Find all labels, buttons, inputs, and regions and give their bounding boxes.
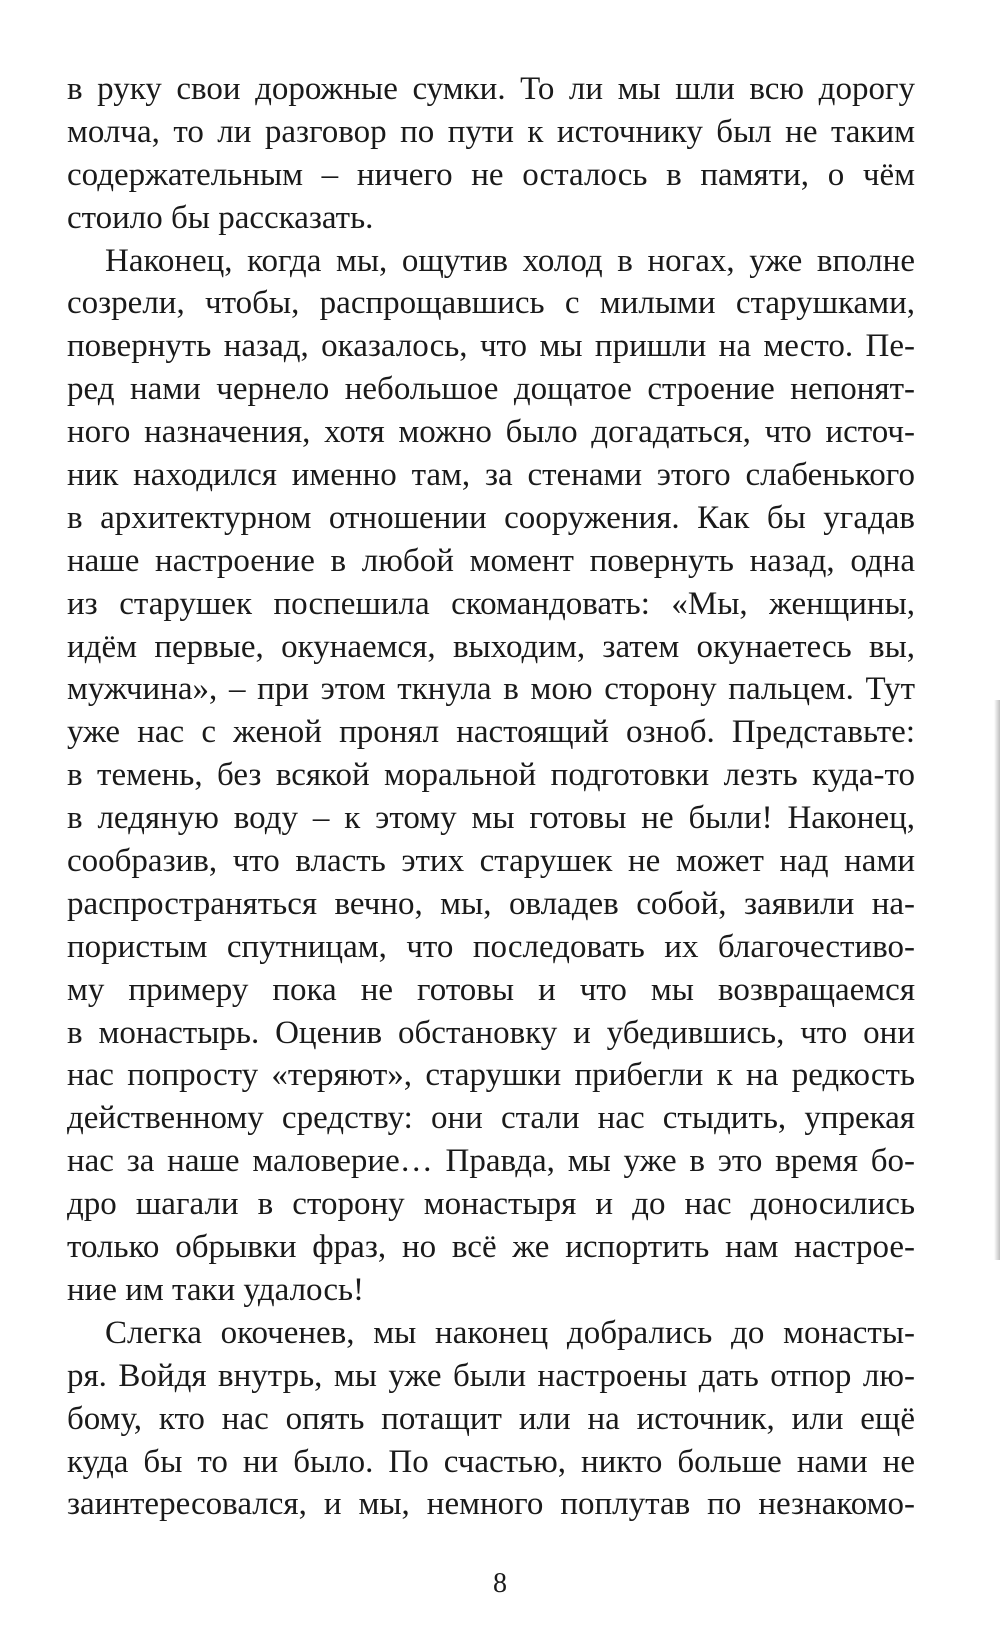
- text-line: распространяться вечно, мы, овладев собой, заявили на-: [67, 885, 915, 922]
- text-line: уже нас с женой пронял настоящий озноб. Представьте:: [67, 714, 915, 751]
- text-line: нас попросту «теряют», старушки прибегли к на редкость: [67, 1057, 915, 1094]
- text-line: в темень, без всякой моральной подготовки лезть куда-то: [67, 757, 915, 794]
- text-line: ря. Войдя внутрь, мы уже были настроены дать отпор лю-: [67, 1357, 915, 1394]
- text-line: содержательным – ничего не осталось в памяти, о чём: [67, 156, 915, 193]
- text-line: повернуть назад, оказалось, что мы пришли на место. Пе-: [67, 328, 915, 365]
- text-line: нас за наше маловерие… Правда, мы уже в это время бо-: [67, 1143, 915, 1180]
- page-edge-shadow: [994, 700, 1000, 1260]
- text-line: куда бы то ни было. По счастью, никто больше нами не: [67, 1443, 915, 1480]
- paragraph: [67, 1312, 915, 1526]
- text-line: бому, кто нас опять потащит или на источник, или ещё: [67, 1400, 915, 1437]
- text-line: идём первые, окунаемся, выходим, затем окунаетесь вы,: [67, 628, 915, 665]
- text-line: ние им таки удалось!: [67, 1271, 365, 1308]
- text-line: пористым спутницам, что последовать их благочестиво-: [67, 928, 915, 965]
- text-line: Наконец, когда мы, ощутив холод в ногах, уже вполне: [105, 242, 915, 279]
- text-line: только обрывки фраз, но всё же испортить нам настрое-: [67, 1229, 915, 1266]
- text-line: мужчина», – при этом ткнула в мою сторону пальцем. Тут: [67, 671, 915, 708]
- body-text: [67, 68, 915, 1526]
- paragraph: [67, 240, 915, 1312]
- text-line: в руку свои дорожные сумки. То ли мы шли всю дорогу: [67, 71, 915, 107]
- text-line: дро шагали в сторону монастыря и до нас доносились: [67, 1186, 915, 1223]
- text-line: ред нами чернело небольшое дощатое строение непонят-: [67, 371, 915, 408]
- text-line: стоило бы рассказать.: [67, 199, 374, 236]
- text-line: му примеру пока не готовы и что мы возвращаемся: [67, 971, 915, 1008]
- paragraph: [67, 68, 915, 240]
- text-line: в архитектурном отношении сооружения. Как бы угадав: [67, 499, 915, 536]
- text-line: молча, то ли разговор по пути к источнику был не таким: [67, 113, 915, 150]
- page-number: 8: [493, 1568, 507, 1599]
- text-line: сообразив, что власть этих старушек не может над нами: [67, 843, 915, 880]
- text-line: действенному средству: они стали нас стыдить, упрекая: [67, 1100, 915, 1137]
- text-line: наше настроение в любой момент повернуть назад, одна: [67, 542, 915, 579]
- text-line: ного назначения, хотя можно было догадаться, что источ-: [67, 414, 915, 451]
- text-line: в ледяную воду – к этому мы готовы не были! Наконец,: [67, 800, 915, 837]
- text-line: в монастырь. Оценив обстановку и убедившись, что они: [67, 1014, 915, 1051]
- text-line: созрели, чтобы, распрощавшись с милыми старушками,: [67, 285, 915, 322]
- text-line: заинтересовался, и мы, немного поплутав по незнакомо-: [67, 1486, 915, 1523]
- text-line: ник находился именно там, за стенами этого слабенького: [67, 457, 915, 494]
- text-line: Слегка окоченев, мы наконец добрались до монасты-: [105, 1314, 915, 1351]
- text-line: из старушек поспешила скомандовать: «Мы, женщины,: [67, 585, 915, 622]
